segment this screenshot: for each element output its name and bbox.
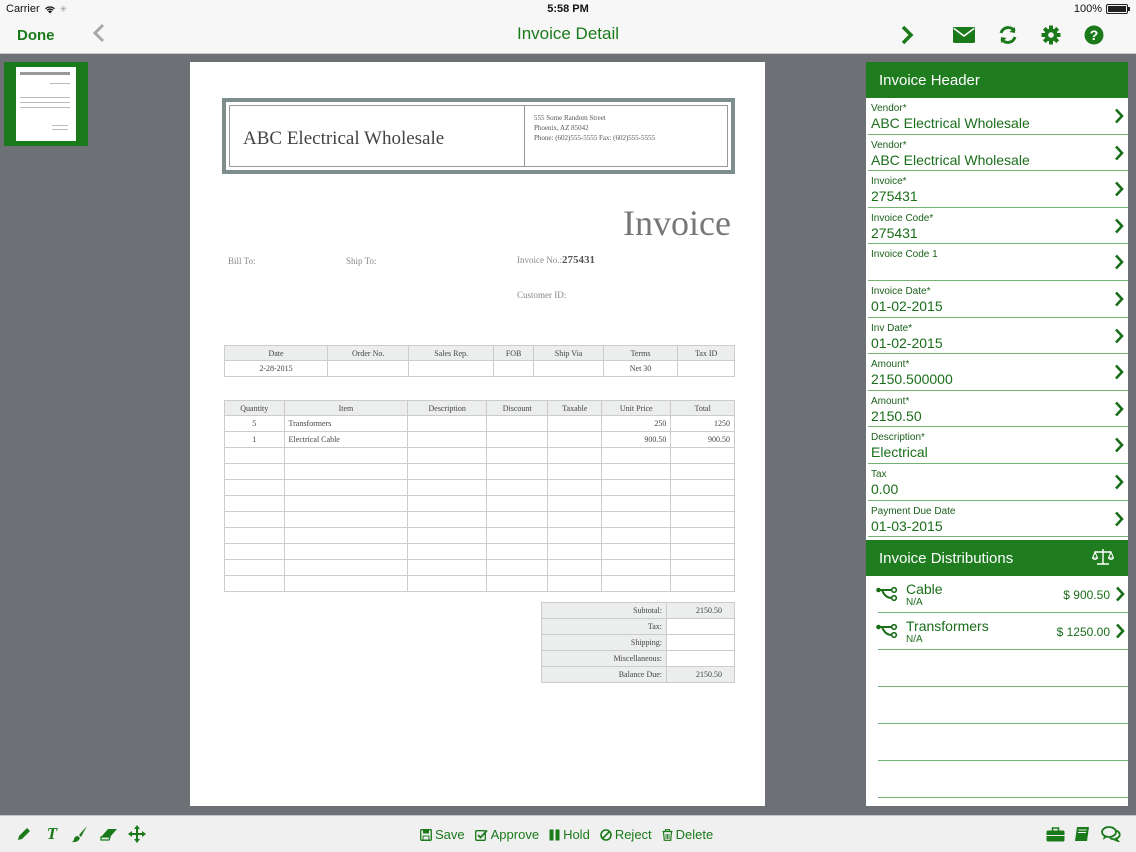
field-label: Amount*	[871, 359, 910, 371]
chevron-right-icon	[1114, 291, 1124, 307]
item-cell	[548, 576, 602, 592]
distribution-name: Transformers	[906, 618, 989, 635]
empty-row	[878, 687, 1128, 724]
field-label: Description*	[871, 432, 925, 444]
item-cell	[284, 496, 408, 512]
hold-button[interactable]	[549, 827, 590, 842]
totals-label: Miscellaneous:	[542, 651, 667, 667]
bill-to-label: Bill To:	[228, 256, 256, 266]
invoice-field-row[interactable]	[868, 281, 1128, 318]
item-cell: Transformers	[284, 416, 408, 432]
distribution-branch-icon	[876, 623, 898, 639]
item-cell	[671, 544, 735, 560]
invoice-fields-list	[866, 98, 1128, 537]
done-button[interactable]: Done	[17, 27, 55, 44]
table-row	[225, 448, 735, 464]
item-cell	[602, 464, 671, 480]
item-cell	[548, 464, 602, 480]
item-cell	[408, 560, 487, 576]
item-cell	[671, 576, 735, 592]
field-label: Payment Due Date	[871, 505, 956, 517]
delete-label: Delete	[675, 827, 714, 842]
approve-button[interactable]	[475, 827, 539, 842]
table-row	[225, 528, 735, 544]
invoice-field-row[interactable]	[868, 318, 1128, 355]
chevron-right-icon	[1114, 437, 1124, 453]
item-cell	[408, 432, 487, 448]
order-cell	[493, 361, 533, 377]
totals-row	[542, 603, 735, 619]
field-value: 01-02-2015	[871, 297, 943, 314]
distribution-row[interactable]	[878, 576, 1128, 613]
invoice-field-row[interactable]	[868, 244, 1128, 281]
field-value: ABC Electrical Wholesale	[871, 151, 1030, 168]
item-cell	[225, 512, 285, 528]
order-cell	[327, 361, 408, 377]
item-cell	[548, 512, 602, 528]
field-value: ABC Electrical Wholesale	[871, 115, 1030, 131]
pause-icon	[549, 829, 560, 841]
hold-label: Hold	[563, 827, 590, 842]
item-cell: 1250	[671, 416, 735, 432]
svg-text:?: ?	[1089, 27, 1099, 43]
item-cell	[487, 480, 548, 496]
item-cell	[671, 528, 735, 544]
order-col-header: Sales Rep.	[409, 346, 494, 361]
invoice-number-line	[517, 254, 595, 266]
forward-arrow-icon[interactable]	[894, 22, 920, 48]
item-cell	[284, 512, 408, 528]
items-col-header: Unit Price	[602, 401, 671, 416]
field-label: Inv Date*	[871, 322, 913, 334]
item-cell	[548, 528, 602, 544]
chevron-right-icon	[1114, 474, 1124, 490]
items-col-header: Item	[284, 401, 408, 416]
item-cell	[487, 416, 548, 432]
battery-percent: 100%	[1073, 3, 1102, 15]
invoice-field-row[interactable]	[868, 354, 1128, 391]
carrier-label: Carrier	[6, 3, 40, 15]
item-cell	[225, 448, 285, 464]
move-icon[interactable]	[128, 825, 146, 843]
item-cell	[487, 528, 548, 544]
field-label: Tax	[871, 468, 887, 480]
company-name: ABC Electrical Wholesale	[243, 128, 445, 149]
item-cell: Electrical Cable	[284, 432, 408, 448]
field-value: 275431	[871, 224, 918, 241]
help-icon[interactable]	[1081, 22, 1107, 48]
chevron-right-icon	[1115, 623, 1125, 639]
item-cell	[284, 464, 408, 480]
battery-info	[1074, 3, 1128, 15]
distribution-sub: N/A	[906, 597, 923, 609]
field-value: 2150.50	[871, 407, 922, 424]
table-row	[225, 544, 735, 560]
gear-icon[interactable]	[1038, 22, 1064, 48]
item-cell	[408, 448, 487, 464]
order-cell	[534, 361, 604, 377]
item-cell	[548, 560, 602, 576]
item-cell	[671, 480, 735, 496]
item-cell	[225, 544, 285, 560]
distributions-header	[866, 540, 1128, 576]
item-cell	[408, 416, 487, 432]
thumbnail-page	[16, 67, 76, 141]
item-cell	[602, 480, 671, 496]
field-label: Invoice Code 1	[871, 249, 938, 261]
item-cell	[487, 464, 548, 480]
field-value: 0.00	[871, 480, 899, 497]
invoice-field-row[interactable]	[868, 391, 1128, 428]
invoice-header-title: Invoice Header	[866, 62, 1128, 98]
totals-value: 2150.50	[667, 667, 735, 683]
field-value: 275431	[871, 188, 918, 205]
totals-label: Tax:	[542, 619, 667, 635]
item-cell	[671, 448, 735, 464]
item-cell	[671, 560, 735, 576]
item-cell	[284, 576, 408, 592]
chevron-right-icon	[1114, 401, 1124, 417]
distributions-list	[866, 576, 1128, 650]
invoice-number: 275431	[562, 254, 595, 266]
item-cell: 250	[602, 416, 671, 432]
items-col-header: Discount	[487, 401, 548, 416]
chevron-right-icon	[1114, 364, 1124, 380]
item-cell	[284, 480, 408, 496]
empty-row	[878, 724, 1128, 761]
table-row	[225, 432, 735, 448]
totals-row	[542, 667, 735, 683]
totals-row	[542, 651, 735, 667]
company-header-box	[222, 98, 735, 174]
item-cell	[548, 544, 602, 560]
item-cell	[225, 464, 285, 480]
ship-to-label: Ship To:	[346, 256, 377, 266]
refresh-icon[interactable]	[995, 22, 1021, 48]
order-table	[224, 345, 735, 377]
page-title: Invoice Detail	[516, 24, 620, 43]
item-cell	[487, 512, 548, 528]
item-cell: 900.50	[671, 432, 735, 448]
item-cell	[225, 496, 285, 512]
chevron-right-icon	[1114, 254, 1124, 270]
items-table	[224, 400, 735, 592]
nav-bar	[0, 18, 1136, 54]
totals-row	[542, 635, 735, 651]
item-cell	[487, 544, 548, 560]
table-row	[225, 464, 735, 480]
order-col-header: Terms	[603, 346, 677, 361]
item-cell	[408, 480, 487, 496]
table-row	[225, 496, 735, 512]
invoice-side-panel	[866, 62, 1128, 806]
item-cell	[408, 496, 487, 512]
item-cell	[602, 560, 671, 576]
table-row	[225, 560, 735, 576]
item-cell	[408, 528, 487, 544]
check-square-icon	[475, 829, 488, 841]
table-row	[225, 512, 735, 528]
order-cell: 2-28-2015	[225, 361, 328, 377]
invoice-number-label: Invoice No.:	[517, 255, 562, 265]
order-col-header: Order No.	[327, 346, 408, 361]
table-row	[225, 480, 735, 496]
distribution-branch-icon	[876, 586, 898, 602]
activity-icon: ✳	[59, 3, 68, 14]
field-value: 2150.500000	[871, 371, 953, 388]
distribution-amount: $ 900.50	[1063, 588, 1110, 603]
invoice-document	[190, 62, 765, 806]
company-address: 555 Some Random Street Phoenix, AZ 85042 Phone: (602)555-5555 Fax: (602)555-5555	[534, 114, 656, 142]
item-cell	[671, 512, 735, 528]
chevron-right-icon	[1114, 218, 1124, 234]
battery-icon	[1106, 4, 1128, 14]
item-cell	[671, 464, 735, 480]
item-cell	[487, 448, 548, 464]
table-row	[225, 576, 735, 592]
items-col-header: Description	[408, 401, 487, 416]
item-cell	[487, 560, 548, 576]
item-cell	[548, 432, 602, 448]
distribution-name: Cable	[906, 581, 943, 598]
field-value: Electrical	[871, 444, 928, 461]
chevron-right-icon	[1114, 181, 1124, 197]
floppy-disk-icon	[420, 829, 432, 841]
approve-label: Approve	[490, 827, 540, 842]
item-cell: 5	[225, 416, 285, 432]
order-cell: Net 30	[603, 361, 677, 377]
invoice-field-row[interactable]	[868, 171, 1128, 208]
reject-label: Reject	[614, 827, 652, 842]
empty-row	[878, 650, 1128, 687]
invoice-field-row[interactable]	[868, 464, 1128, 501]
invoice-field-row[interactable]	[868, 427, 1128, 464]
invoice-actions	[420, 827, 713, 842]
totals-table	[541, 602, 735, 683]
invoice-field-row[interactable]	[868, 98, 1128, 135]
chevron-right-icon	[1114, 108, 1124, 124]
chevron-right-icon	[1114, 511, 1124, 527]
item-cell	[225, 576, 285, 592]
totals-value: 2150.50	[667, 603, 735, 619]
field-label: Invoice*	[871, 176, 907, 188]
item-cell	[408, 464, 487, 480]
mail-icon[interactable]	[951, 22, 977, 48]
status-time: 5:58 PM	[547, 3, 589, 15]
item-cell	[602, 448, 671, 464]
totals-label: Shipping:	[542, 635, 667, 651]
delete-button[interactable]	[662, 827, 714, 842]
totals-row	[542, 619, 735, 635]
field-label: Invoice Code*	[871, 212, 934, 224]
items-col-header: Quantity	[225, 401, 285, 416]
order-col-header: FOB	[493, 346, 533, 361]
empty-row	[878, 761, 1128, 798]
bottom-toolbar	[0, 815, 1136, 852]
page-thumbnail[interactable]	[4, 62, 88, 146]
order-cell	[678, 361, 735, 377]
distribution-sub: N/A	[906, 634, 923, 646]
balance-scale-icon[interactable]	[1092, 548, 1114, 566]
field-label: Invoice Date*	[871, 285, 931, 297]
item-cell	[487, 496, 548, 512]
item-cell	[408, 512, 487, 528]
chat-bubbles-icon[interactable]	[1100, 825, 1122, 843]
briefcase-icon[interactable]	[1045, 825, 1065, 843]
chevron-right-icon	[1115, 586, 1125, 602]
totals-value	[667, 651, 735, 667]
ban-icon	[600, 829, 612, 841]
item-cell	[408, 544, 487, 560]
trash-icon	[662, 829, 673, 841]
order-col-header: Ship Via	[534, 346, 604, 361]
item-cell	[602, 576, 671, 592]
item-cell	[487, 432, 548, 448]
save-label: Save	[435, 827, 465, 842]
item-cell	[225, 560, 285, 576]
item-cell	[225, 480, 285, 496]
pencil-icon[interactable]	[15, 825, 33, 843]
chevron-right-icon	[1114, 145, 1124, 161]
item-cell: 1	[225, 432, 285, 448]
brush-icon[interactable]	[71, 825, 89, 843]
invoice-heading: Invoice	[623, 203, 731, 243]
table-row	[225, 416, 735, 432]
text-tool-icon[interactable]: T	[46, 824, 58, 843]
item-cell	[602, 512, 671, 528]
order-col-header: Tax ID	[678, 346, 735, 361]
field-label: Vendor*	[871, 139, 907, 151]
invoice-field-row[interactable]	[868, 208, 1128, 245]
item-cell	[548, 416, 602, 432]
items-col-header: Total	[671, 401, 735, 416]
book-icon[interactable]	[1073, 825, 1091, 843]
invoice-field-row[interactable]	[868, 501, 1128, 538]
distribution-amount: $ 1250.00	[1056, 625, 1110, 640]
item-cell	[487, 576, 548, 592]
totals-label: Subtotal:	[542, 603, 667, 619]
item-cell	[284, 448, 408, 464]
item-cell	[548, 480, 602, 496]
item-cell	[602, 544, 671, 560]
field-label: Vendor*	[871, 103, 907, 114]
item-cell	[671, 496, 735, 512]
field-value: 01-03-2015	[871, 517, 943, 534]
save-button[interactable]	[420, 827, 465, 842]
distribution-row[interactable]	[878, 613, 1128, 650]
field-label: Amount*	[871, 395, 910, 407]
item-cell	[602, 528, 671, 544]
item-cell	[225, 528, 285, 544]
item-cell: 900.50	[602, 432, 671, 448]
eraser-icon[interactable]	[100, 825, 118, 843]
order-cell	[409, 361, 494, 377]
item-cell	[602, 496, 671, 512]
status-bar	[0, 0, 1136, 18]
distributions-title: Invoice Distributions	[879, 550, 1014, 568]
reject-button[interactable]	[600, 827, 652, 842]
invoice-field-row[interactable]	[868, 135, 1128, 172]
totals-value	[667, 635, 735, 651]
order-col-header: Date	[225, 346, 328, 361]
totals-label: Balance Due:	[542, 667, 667, 683]
field-value: 01-02-2015	[871, 334, 943, 351]
item-cell	[408, 576, 487, 592]
customer-id-label: Customer ID:	[517, 290, 567, 300]
chevron-right-icon	[1114, 328, 1124, 344]
item-cell	[284, 560, 408, 576]
items-col-header: Taxable	[548, 401, 602, 416]
item-cell	[548, 448, 602, 464]
item-cell	[284, 544, 408, 560]
item-cell	[284, 528, 408, 544]
totals-value	[667, 619, 735, 635]
item-cell	[548, 496, 602, 512]
